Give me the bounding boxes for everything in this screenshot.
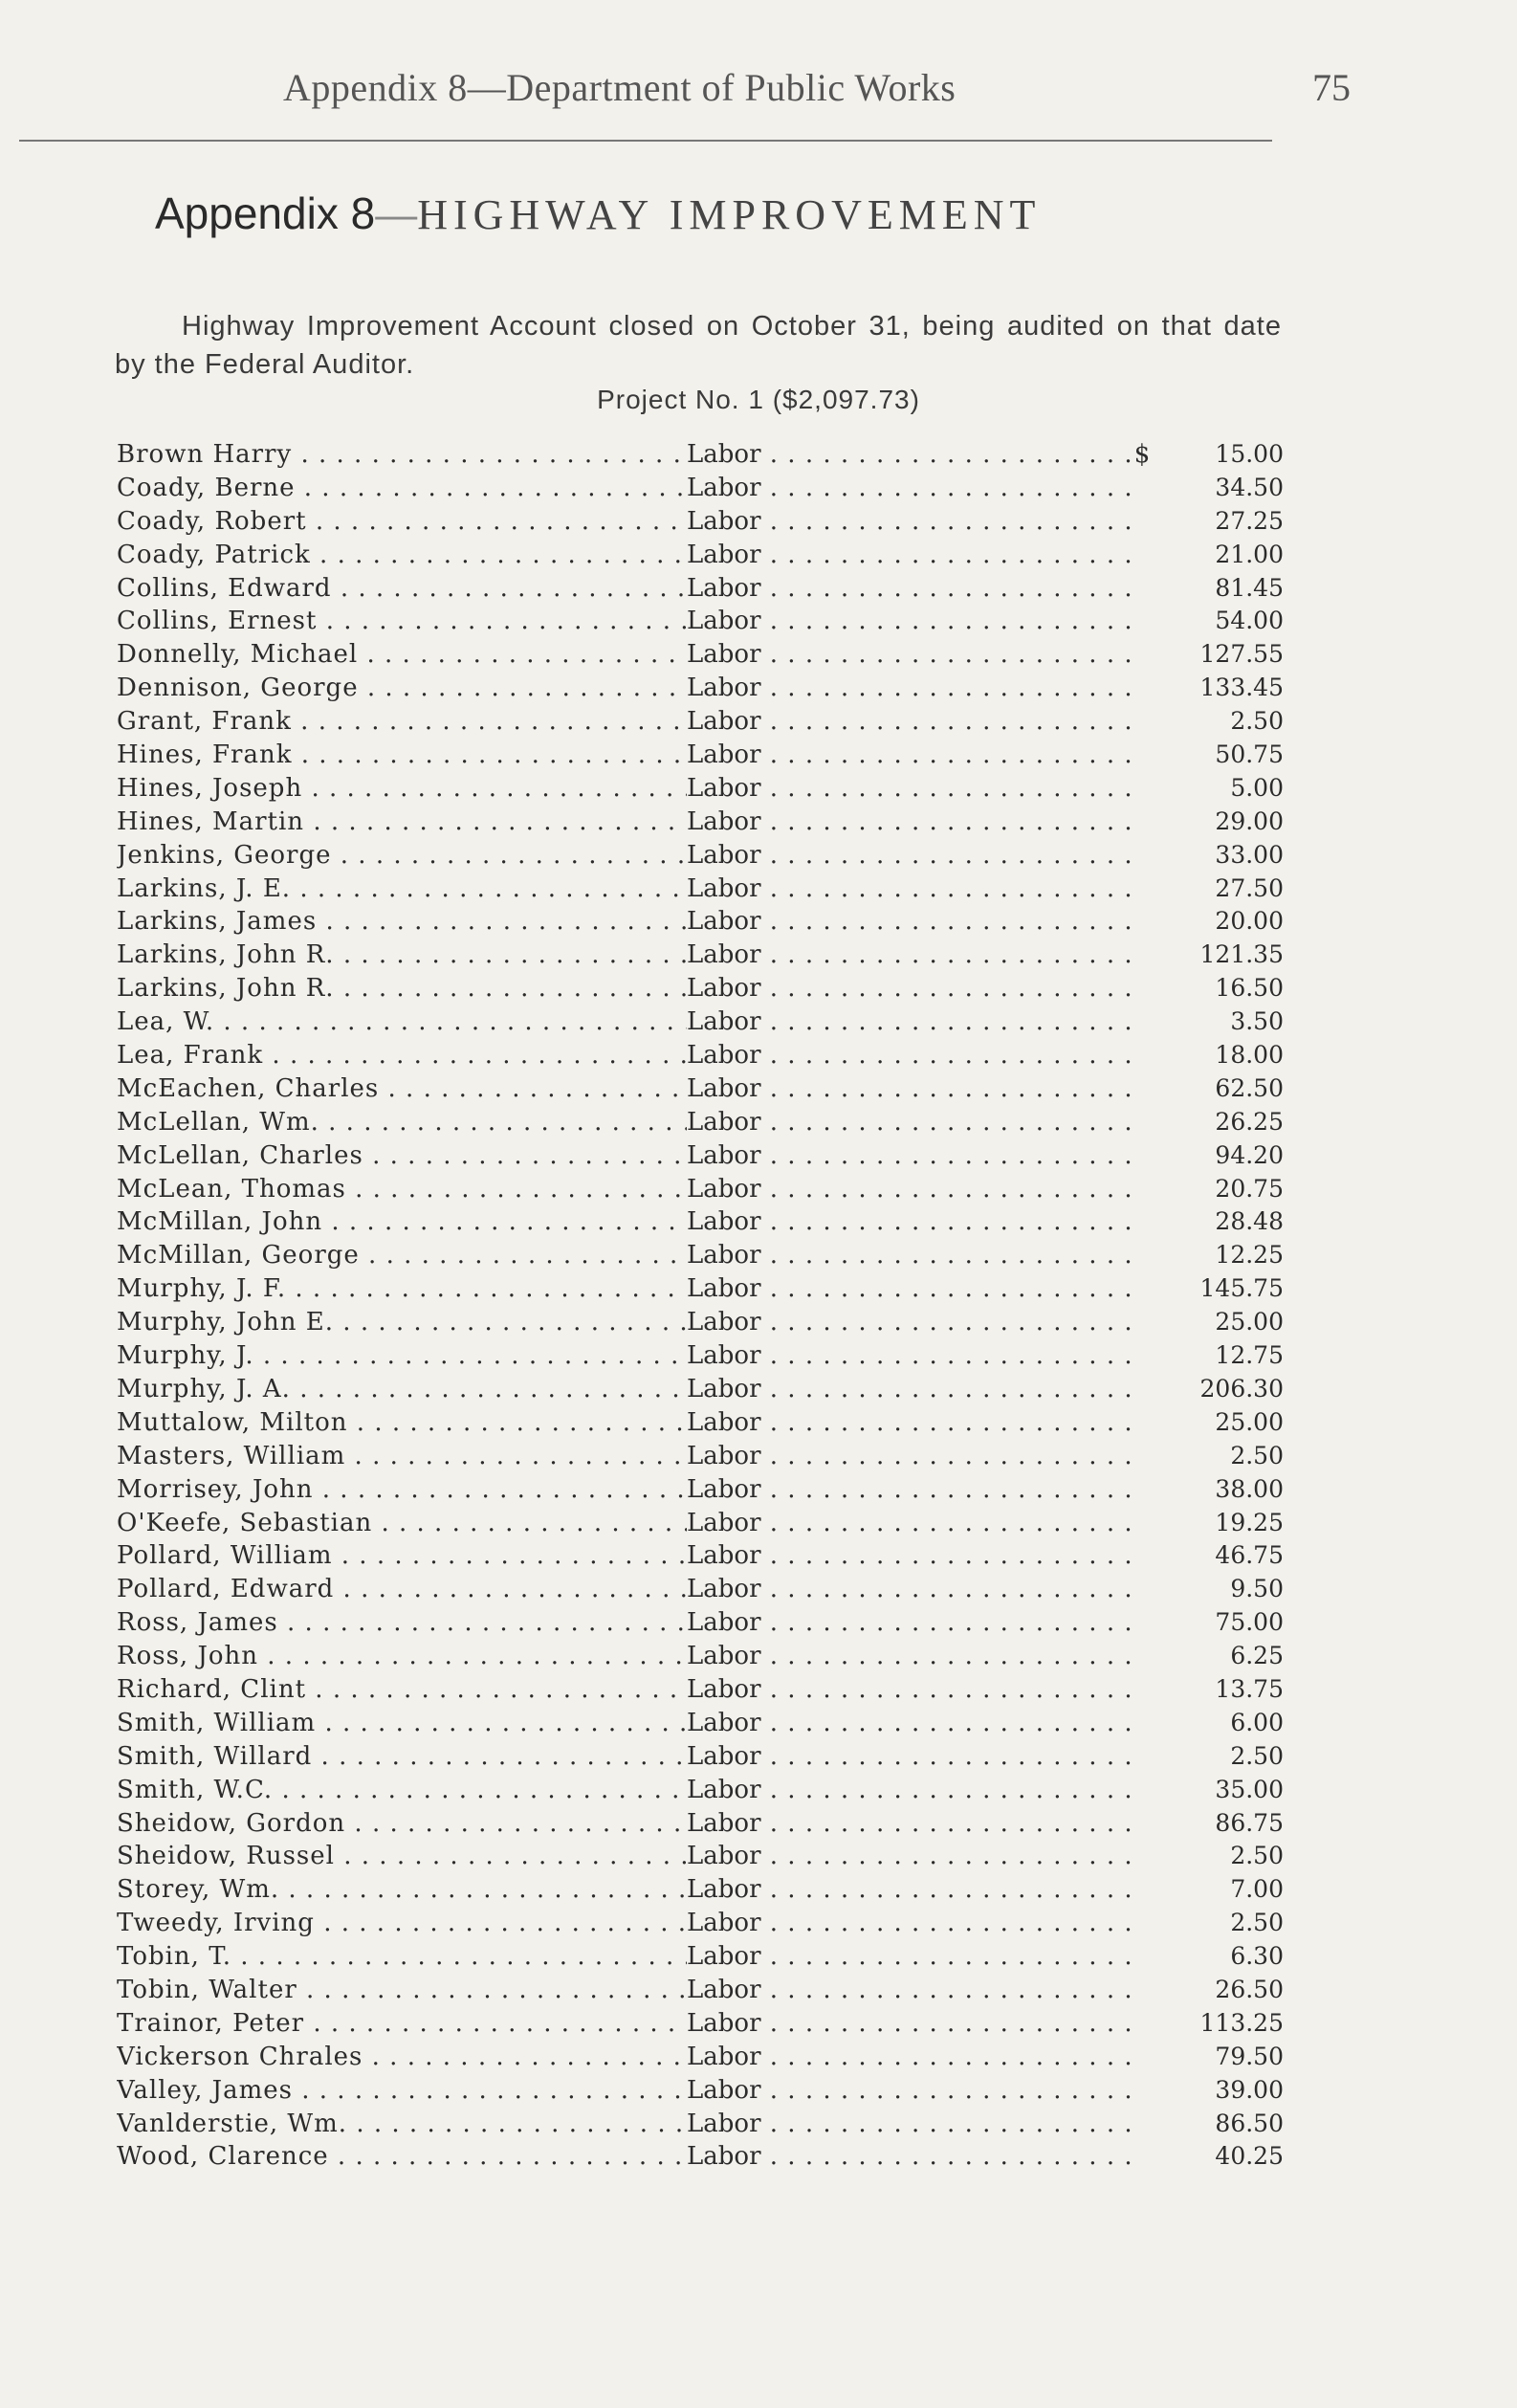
amount: 2.50 (1230, 1741, 1284, 1770)
expense-item: Labor . . . (687, 1907, 1144, 1940)
ledger-row (117, 1306, 1286, 1339)
ledger-row (117, 1873, 1286, 1907)
expense-item: Labor . . . (687, 1205, 1144, 1239)
expense-item: Labor . . . (687, 2108, 1144, 2141)
amount: 121.35 (1199, 940, 1284, 969)
ledger-row (117, 939, 1286, 972)
payee-name: Muttalow, Milton . . . (117, 1406, 691, 1440)
currency-symbol: $ (1131, 438, 1154, 472)
payee-name: Larkins, John R. . . . (117, 972, 691, 1005)
expense-item: Labor . . . (687, 539, 1144, 572)
amount: 2.50 (1230, 1909, 1284, 1937)
payee-name: Hines, Martin . . . (117, 806, 691, 839)
payee-name: Larkins, James . . . (117, 905, 691, 939)
payee-name: Dennison, George . . . (117, 672, 691, 705)
ledger-row (117, 1673, 1286, 1707)
payee-name: Donnelly, Michael . . . (117, 638, 691, 672)
amount: 50.75 (1215, 740, 1284, 769)
ledger-row (117, 1907, 1286, 1940)
ledger-row (117, 1707, 1286, 1740)
payee-name: Storey, Wm. . . . (117, 1873, 691, 1907)
ledger-row (117, 806, 1286, 839)
expense-item: Labor . . . (687, 505, 1144, 539)
amount: 94.20 (1215, 1140, 1284, 1169)
payee-name: Ross, John . . . (117, 1640, 691, 1673)
amount: 39.00 (1215, 2075, 1284, 2104)
ledger-row (117, 1039, 1286, 1072)
ledger-row (117, 1005, 1286, 1039)
payee-name: Murphy, J. . . . (117, 1339, 691, 1373)
amount: 25.00 (1215, 1407, 1284, 1436)
expense-item: Labor . . . (687, 1807, 1144, 1841)
ledger-row (117, 539, 1286, 572)
expense-item: Labor . . . (687, 472, 1144, 505)
payee-name: McMillan, George . . . (117, 1239, 691, 1272)
expense-item: Labor . . . (687, 1106, 1144, 1139)
ledger-row (117, 1473, 1286, 1507)
payee-name: Masters, William . . . (117, 1440, 691, 1473)
expense-item: Labor . . . (687, 1940, 1144, 1974)
expense-item: Labor . . . (687, 1373, 1144, 1406)
ledger-row (117, 2140, 1286, 2174)
payee-name: Smith, William . . . (117, 1707, 691, 1740)
payee-name: Tobin, Walter . . . (117, 1974, 691, 2007)
ledger-row (117, 839, 1286, 873)
expense-item: Labor . . . (687, 1774, 1144, 1807)
payee-name: Ross, James . . . (117, 1606, 691, 1640)
expense-item: Labor . . . (687, 739, 1144, 772)
ledger-row (117, 638, 1286, 672)
expense-item: Labor . . . (687, 705, 1144, 739)
payee-name: Murphy, John E. . . . (117, 1306, 691, 1339)
payee-name: Smith, Willard . . . (117, 1740, 691, 1774)
payee-name: Valley, James . . . (117, 2074, 691, 2108)
amount: 34.50 (1215, 473, 1284, 501)
expense-item: Labor . . . (687, 1974, 1144, 2007)
payee-name: Hines, Joseph . . . (117, 772, 691, 806)
payee-name: Coady, Berne . . . (117, 472, 691, 505)
amount: 19.25 (1215, 1508, 1284, 1536)
ledger-row (117, 1807, 1286, 1841)
expense-item: Labor . . . (687, 2041, 1144, 2074)
amount: 81.45 (1215, 573, 1284, 602)
expense-item: Labor . . . (687, 1306, 1144, 1339)
payee-name: O'Keefe, Sebastian . . . (117, 1507, 691, 1540)
expense-item: Labor . . . (687, 1573, 1144, 1606)
amount: 13.75 (1215, 1674, 1284, 1703)
amount: 33.00 (1215, 840, 1284, 869)
ledger-row (117, 1440, 1286, 1473)
amount: 25.00 (1215, 1308, 1284, 1337)
amount: 206.30 (1199, 1374, 1284, 1403)
amount: 40.25 (1215, 2142, 1284, 2171)
payee-name: Tobin, T. . . . (117, 1940, 691, 1974)
expense-item: Labor . . . (687, 1173, 1144, 1206)
amount: 145.75 (1199, 1274, 1284, 1303)
ledger-row (117, 1940, 1286, 1974)
payee-name: Grant, Frank . . . (117, 705, 691, 739)
amount: 28.48 (1215, 1207, 1284, 1236)
ledger-row (117, 905, 1286, 939)
expense-item: Labor . . . (687, 2007, 1144, 2041)
amount: 20.75 (1215, 1174, 1284, 1203)
payee-name: Collins, Ernest . . . (117, 605, 691, 638)
expense-item: Labor . . . (687, 1640, 1144, 1673)
payee-name: Vanlderstie, Wm. . . . (117, 2108, 691, 2141)
amount: 27.50 (1215, 873, 1284, 902)
expense-item: Labor . . . (687, 1673, 1144, 1707)
payee-name: Brown Harry . . . (117, 438, 691, 472)
amount: 15.00 (1215, 440, 1284, 468)
intro-paragraph: Highway Improvement Account closed on October 31, being audited on that date by the Federal Auditor. (115, 311, 1282, 380)
amount: 54.00 (1215, 607, 1284, 635)
amount: 16.50 (1215, 974, 1284, 1003)
ledger-row (117, 1606, 1286, 1640)
payee-name: McEachen, Charles . . . (117, 1072, 691, 1106)
expense-item: Labor . . . (687, 1339, 1144, 1373)
amount: 35.00 (1215, 1775, 1284, 1803)
expense-item: Labor . . . (687, 772, 1144, 806)
expense-item: Labor . . . (687, 1707, 1144, 1740)
amount: 2.50 (1230, 1842, 1284, 1870)
ledger-row (117, 2108, 1286, 2141)
payee-name: McLellan, Charles . . . (117, 1139, 691, 1173)
ledger-row (117, 1239, 1286, 1272)
payee-name: Lea, W. . . . (117, 1005, 691, 1039)
amount: 86.50 (1215, 2109, 1284, 2137)
ledger-row (117, 1072, 1286, 1106)
ledger-row (117, 1339, 1286, 1373)
payee-name: McLellan, Wm. . . . (117, 1106, 691, 1139)
expense-item: Labor . . . (687, 905, 1144, 939)
page-number: 75 (1312, 66, 1351, 109)
amount: 46.75 (1215, 1541, 1284, 1570)
amount: 113.25 (1199, 2008, 1284, 2037)
expense-item: Labor . . . (687, 806, 1144, 839)
payee-name: Vickerson Chrales . . . (117, 2041, 691, 2074)
ledger-row (117, 2041, 1286, 2074)
header-rule (19, 140, 1272, 142)
amount: 2.50 (1230, 707, 1284, 736)
amount: 75.00 (1215, 1608, 1284, 1637)
expense-item: Labor . . . (687, 1005, 1144, 1039)
expense-item: Labor . . . (687, 1406, 1144, 1440)
payee-name: Collins, Edward . . . (117, 572, 691, 606)
amount: 38.00 (1215, 1474, 1284, 1503)
payee-name: McMillan, John . . . (117, 1205, 691, 1239)
expense-item: Labor . . . (687, 2140, 1144, 2174)
payee-name: Smith, W.C. . . . (117, 1774, 691, 1807)
amount: 6.30 (1230, 1942, 1284, 1971)
amount: 9.50 (1230, 1575, 1284, 1603)
amount: 12.25 (1215, 1241, 1284, 1270)
amount: 26.25 (1215, 1107, 1284, 1136)
ledger-row (117, 972, 1286, 1005)
ledger-row (117, 505, 1286, 539)
ledger-row (117, 1205, 1286, 1239)
amount: 12.75 (1215, 1341, 1284, 1370)
amount: 133.45 (1199, 674, 1284, 702)
payee-name: Trainor, Peter . . . (117, 2007, 691, 2041)
ledger-row (117, 1139, 1286, 1173)
expense-item: Labor . . . (687, 1840, 1144, 1873)
expense-item: Labor . . . (687, 2074, 1144, 2108)
ledger-row (117, 1373, 1286, 1406)
expense-item: Labor . . . (687, 972, 1144, 1005)
payee-name: Larkins, John R. . . . (117, 939, 691, 972)
amount: 2.50 (1230, 1441, 1284, 1469)
payee-name: Tweedy, Irving . . . (117, 1907, 691, 1940)
ledger-row (117, 605, 1286, 638)
payee-name: Coady, Robert . . . (117, 505, 691, 539)
ledger-row (117, 1573, 1286, 1606)
amount: 20.00 (1215, 907, 1284, 936)
amount: 5.00 (1230, 773, 1284, 802)
ledger-row (117, 1539, 1286, 1573)
expense-item: Labor . . . (687, 1473, 1144, 1507)
payee-name: Pollard, William . . . (117, 1539, 691, 1573)
amount: 21.00 (1215, 540, 1284, 568)
payee-name: Coady, Patrick . . . (117, 539, 691, 572)
amount: 6.00 (1230, 1708, 1284, 1736)
ledger-row (117, 739, 1286, 772)
expense-item: Labor . . . (687, 438, 1144, 472)
expense-item: Labor . . . (687, 839, 1144, 873)
expense-item: Labor . . . (687, 605, 1144, 638)
amount: 79.50 (1215, 2042, 1284, 2070)
expense-item: Labor . . . (687, 939, 1144, 972)
ledger-row (117, 1507, 1286, 1540)
payee-name: Hines, Frank . . . (117, 739, 691, 772)
payee-name: Sheidow, Gordon . . . (117, 1807, 691, 1841)
payee-name: Jenkins, George . . . (117, 839, 691, 873)
payee-name: Morrisey, John . . . (117, 1473, 691, 1507)
expense-item: Labor . . . (687, 1606, 1144, 1640)
amount: 7.00 (1230, 1875, 1284, 1904)
expense-item: Labor . . . (687, 1507, 1144, 1540)
expense-item: Labor . . . (687, 672, 1144, 705)
heading-main: HIGHWAY IMPROVEMENT (417, 191, 1042, 238)
expense-item: Labor . . . (687, 1239, 1144, 1272)
ledger-row (117, 1740, 1286, 1774)
running-title: Appendix 8—Department of Public Works (283, 66, 956, 109)
amount: 62.50 (1215, 1073, 1284, 1102)
expense-item: Labor . . . (687, 1440, 1144, 1473)
expense-item: Labor . . . (687, 1740, 1144, 1774)
expense-item: Labor . . . (687, 873, 1144, 906)
heading-lead: Appendix 8 (155, 188, 376, 238)
heading-dash: — (375, 191, 418, 238)
ledger-row (117, 572, 1286, 606)
expense-item: Labor . . . (687, 1873, 1144, 1907)
expense-item: Labor . . . (687, 1072, 1144, 1106)
amount: 29.00 (1215, 806, 1284, 835)
payee-name: Murphy, J. F. . . . (117, 1272, 691, 1306)
amount: 3.50 (1230, 1007, 1284, 1036)
expense-item: Labor . . . (687, 638, 1144, 672)
ledger-row (117, 472, 1286, 505)
payee-name: McLean, Thomas . . . (117, 1173, 691, 1206)
ledger-row (117, 1974, 1286, 2007)
amount: 6.25 (1230, 1642, 1284, 1670)
running-head (0, 65, 1517, 122)
payee-name: Richard, Clint . . . (117, 1673, 691, 1707)
payee-name: Wood, Clarence . . . (117, 2140, 691, 2174)
project-title: Project No. 1 ($2,097.73) (597, 385, 920, 414)
expense-item: Labor . . . (687, 572, 1144, 606)
expense-item: Labor . . . (687, 1139, 1144, 1173)
payee-name: Murphy, J. A. . . . (117, 1373, 691, 1406)
ledger-row (117, 672, 1286, 705)
amount: 86.75 (1215, 1808, 1284, 1837)
ledger-row (117, 1640, 1286, 1673)
section-heading (155, 188, 1041, 239)
ledger-row (117, 2007, 1286, 2041)
ledger-row (117, 2074, 1286, 2108)
amount: 18.00 (1215, 1041, 1284, 1070)
ledger-row (117, 705, 1286, 739)
ledger-row (117, 1272, 1286, 1306)
payee-name: Pollard, Edward . . . (117, 1573, 691, 1606)
ledger-row (117, 873, 1286, 906)
expense-item: Labor . . . (687, 1039, 1144, 1072)
amount: 27.25 (1215, 506, 1284, 535)
ledger-table (117, 438, 1286, 2174)
payee-name: Sheidow, Russel . . . (117, 1840, 691, 1873)
ledger-row (117, 1406, 1286, 1440)
ledger-row (117, 1774, 1286, 1807)
ledger-row (117, 1106, 1286, 1139)
ledger-row (117, 772, 1286, 806)
ledger-row (117, 438, 1286, 472)
expense-item: Labor . . . (687, 1272, 1144, 1306)
expense-item: Labor . . . (687, 1539, 1144, 1573)
amount: 127.55 (1199, 640, 1284, 669)
payee-name: Lea, Frank . . . (117, 1039, 691, 1072)
ledger-row (117, 1173, 1286, 1206)
ledger-row (117, 1840, 1286, 1873)
payee-name: Larkins, J. E. . . . (117, 873, 691, 906)
amount: 26.50 (1215, 1975, 1284, 2003)
